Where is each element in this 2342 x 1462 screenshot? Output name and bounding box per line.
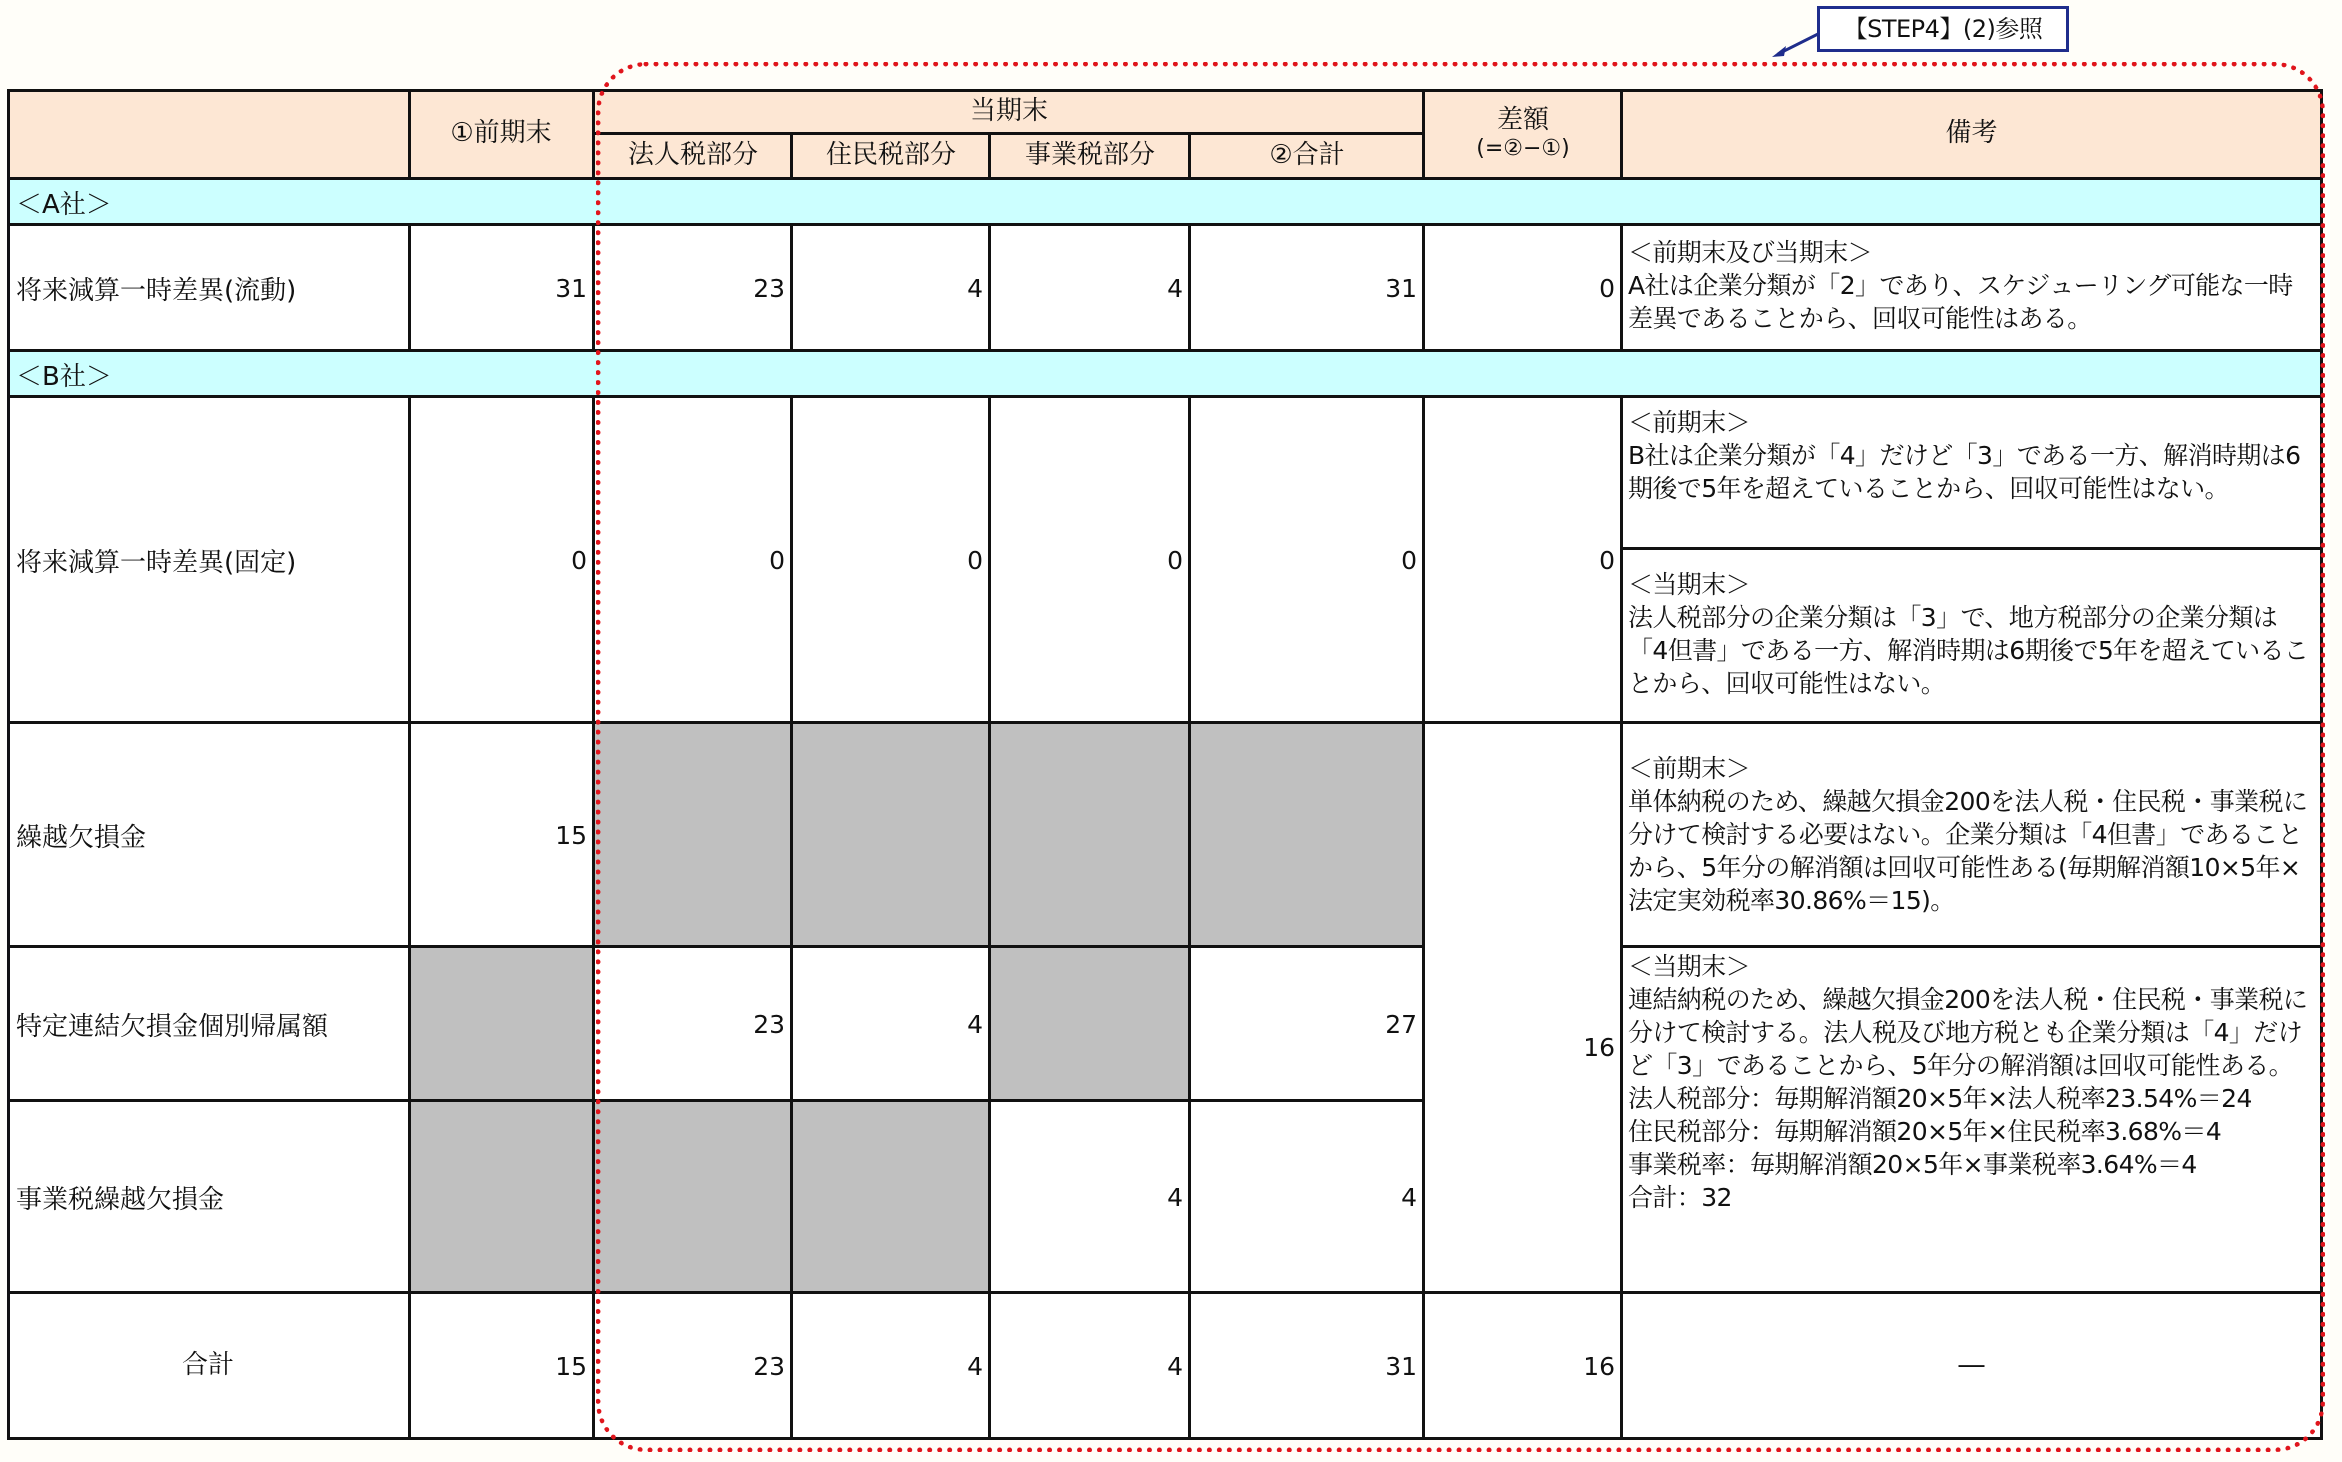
- row-label: 将来減算一時差異(固定): [16, 547, 297, 578]
- header-corp: 法人税部分: [627, 140, 758, 171]
- cell-total: 27: [1385, 1009, 1417, 1039]
- cell-remarks-total: ―: [1958, 1350, 1985, 1381]
- row-label: 事業税繰越欠損金: [16, 1184, 225, 1215]
- header-prev: ①前期末: [450, 118, 552, 149]
- cell-total: 31: [1385, 273, 1417, 303]
- gray-cell: [594, 724, 1422, 946]
- header-resident: 住民税部分: [825, 140, 956, 171]
- cell-total: 0: [1401, 545, 1417, 575]
- cell-diff: 0: [1599, 545, 1615, 575]
- cell-corp: 23: [753, 1009, 785, 1039]
- cell-prev: 15: [555, 1351, 587, 1381]
- cell-business: 0: [1167, 545, 1183, 575]
- header-diff-line2: (=②−①): [1476, 136, 1570, 162]
- cell-remarks-loss: ＜前期末＞ 単体納税のため、繰越欠損金200を法人税・住民税・事業税に分けて検討する必要はない。企業分類は「4但書」であることから、5年分の解消額は回収可能性ある(毎期解消額10×5年×法定実効税率30.86%＝15)。: [1628, 754, 2308, 915]
- row-label-total: 合計: [181, 1350, 234, 1381]
- cell-resident: 4: [967, 273, 983, 303]
- cell-business: 4: [1167, 1351, 1183, 1381]
- header-current: 当期末: [969, 96, 1048, 127]
- step-reference-callout: 【STEP4】(2)参照: [1817, 6, 2069, 52]
- header-total: ②合計: [1269, 140, 1345, 171]
- arrow-icon: [1770, 30, 1830, 60]
- cell-remarks-prev: ＜前期末＞ B社は企業分類が「4」だけど「3」である一方、解消時期は6期後で5年を超えていることから、回収可能性はない。: [1628, 408, 2301, 503]
- cell-resident: 0: [967, 545, 983, 575]
- row-label: 特定連結欠損金個別帰属額: [16, 1011, 329, 1042]
- cell-corp: 0: [769, 545, 785, 575]
- header-diff: [1424, 90, 1622, 178]
- cell-total: 31: [1385, 1351, 1417, 1381]
- section-a-label: ＜A社＞: [8, 180, 2321, 224]
- gray-cell: [410, 948, 592, 1292]
- row-label: 将来減算一時差異(流動): [16, 275, 297, 306]
- cell-remarks: ＜前期末及び当期末＞ A社は企業分類が「2」であり、スケジューリング可能な一時差異であることから、回収可能性はある。: [1628, 238, 2293, 333]
- section-b-label: ＜B社＞: [8, 352, 2321, 396]
- header-diff-line1: 差額: [1496, 105, 1549, 136]
- cell-business: 4: [1167, 1182, 1183, 1212]
- cell-resident: 4: [967, 1009, 983, 1039]
- cell-diff: 0: [1599, 273, 1615, 303]
- cell-prev: 15: [555, 820, 587, 850]
- cell-corp: 23: [753, 273, 785, 303]
- cell-remarks-current: ＜当期末＞ 法人税部分の企業分類は「3」で、地方税部分の企業分類は「4但書」である一方、解消時期は6期後で5年を超えていることから、回収可能性はない。: [1628, 570, 2309, 698]
- cell-prev: 31: [555, 273, 587, 303]
- cell-diff-merged: 16: [1583, 1033, 1615, 1062]
- gray-cell: [990, 948, 1188, 1100]
- header-business: 事業税部分: [1024, 140, 1155, 171]
- cell-prev: 0: [571, 545, 587, 575]
- header-remarks: 備考: [1945, 118, 1998, 149]
- cell-total: 4: [1401, 1182, 1417, 1212]
- cell-business: 4: [1167, 273, 1183, 303]
- cell-diff: 16: [1583, 1351, 1615, 1381]
- cell-remarks-current-loss: ＜当期末＞ 連結納税のため、繰越欠損金200を法人税・住民税・事業税に分けて検討する。法人税及び地方税とも企業分類は「4」だけど「3」であることから、5年分の解消額は回収可能性ある。 法人税部分：毎期解消額20×5年×法人税率23.54%＝24 住民税部分：毎期解消額20×5年×住民税率3.68%＝4 事業税率：毎期解消額20×5年×事業税率3.64%＝4 合計：32: [1628, 952, 2308, 1212]
- cell-corp: 23: [753, 1351, 785, 1381]
- cell-resident: 4: [967, 1351, 983, 1381]
- row-label: 繰越欠損金: [16, 822, 147, 853]
